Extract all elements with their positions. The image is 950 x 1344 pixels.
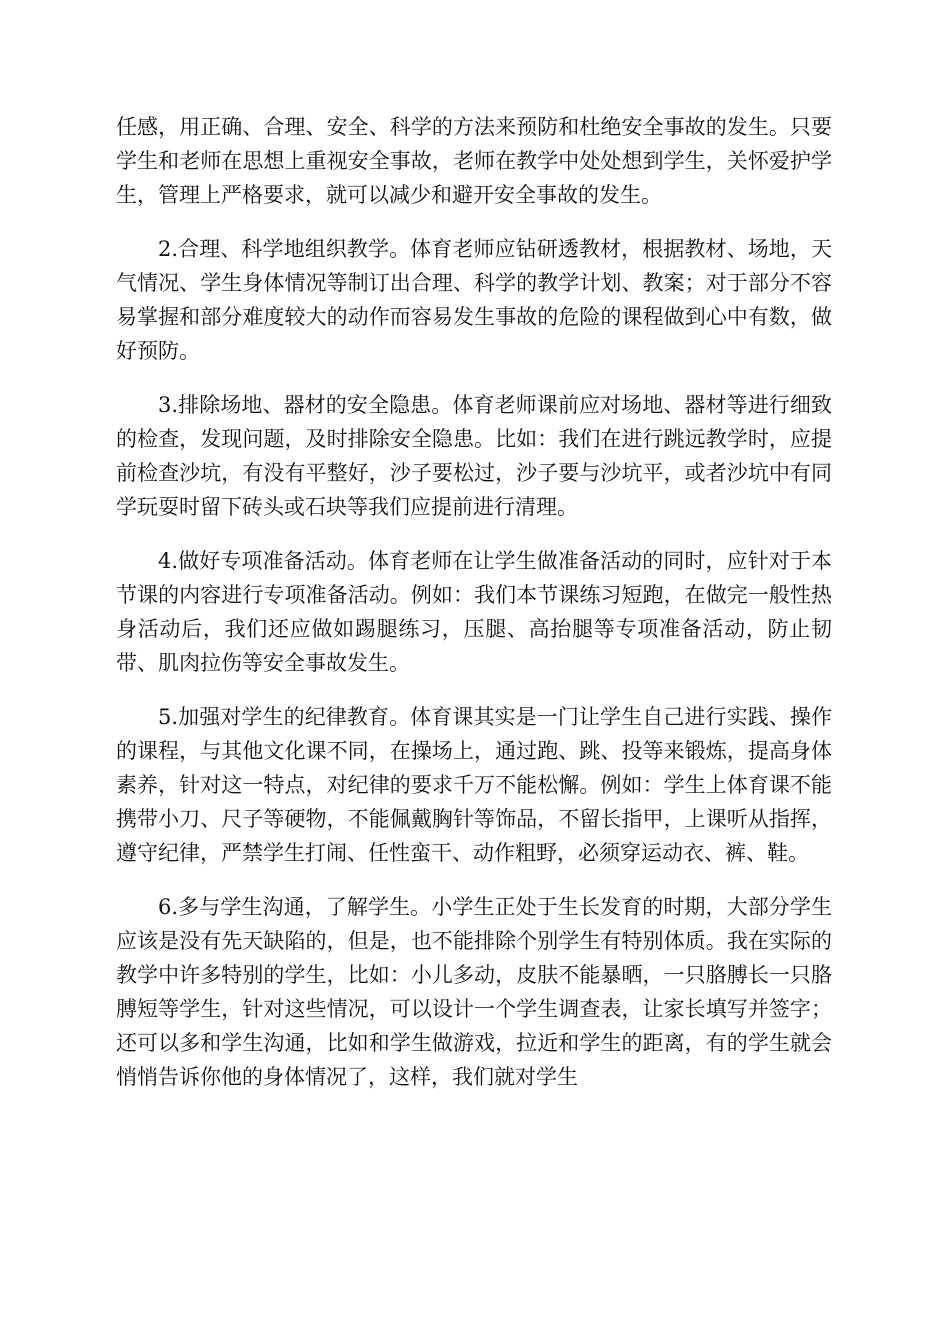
document-body <box>116 110 832 1114</box>
paragraph-item-4: 4.做好专项准备活动。体育老师在让学生做准备活动的同时，应针对于本节课的内容进行专项准备活动。例如：我们本节课练习短跑，在做完一般性热身活动后，我们还应做如踢腿练习，压腿、高抬腿等专项准备活动，防止韧带、肌肉拉伤等安全事故发生。 <box>116 549 832 675</box>
paragraph-item-5: 5.加强对学生的纪律教育。体育课其实是一门让学生自己进行实践、操作的课程，与其他文化课不同，在操场上，通过跑、跳、投等来锻炼，提高身体素养，针对这一特点，对纪律的要求千万不能松懈。例如：学生上体育课不能携带小刀、尺子等硬物，不能佩戴胸针等饰品，不留长指甲，上课听从指挥，遵守纪律，严禁学生打闹、任性蛮干、动作粗野，必须穿运动衣、裤、鞋。 <box>116 705 832 865</box>
paragraph-item-6: 6.多与学生沟通，了解学生。小学生正处于生长发育的时期，大部分学生应该是没有先天缺陷的，但是，也不能排除个别学生有特别体质。我在实际的教学中许多特别的学生，比如：小儿多动，皮肤不能暴晒，一只胳膊长一只胳膊短等学生，针对这些情况，可以设计一个学生调查表，让家长填写并签字；还可以多和学生沟通，比如和学生做游戏，拉近和学生的距离，有的学生就会悄悄告诉你他的身体情况了，这样，我们就对学生 <box>116 895 832 1089</box>
paragraph-item-2: 2.合理、科学地组织教学。体育老师应钻研透教材，根据教材、场地，天气情况、学生身体情况等制订出合理、科学的教学计划、教案；对于部分不容易掌握和部分难度较大的动作而容易发生事故的危险的课程做到心中有数，做好预防。 <box>116 237 832 363</box>
paragraph-item-3: 3.排除场地、器材的安全隐患。体育老师课前应对场地、器材等进行细致的检查，发现问题，及时排除安全隐患。比如：我们在进行跳远教学时，应提前检查沙坑，有没有平整好，沙子要松过，沙子要与沙坑平，或者沙坑中有同学玩耍时留下砖头或石块等我们应提前进行清理。 <box>116 393 832 519</box>
paragraph-continued: 任感，用正确、合理、安全、科学的方法来预防和杜绝安全事故的发生。只要学生和老师在思想上重视安全事故，老师在教学中处处想到学生，关怀爱护学生，管理上严格要求，就可以减少和避开安全事故的发生。 <box>116 115 832 207</box>
